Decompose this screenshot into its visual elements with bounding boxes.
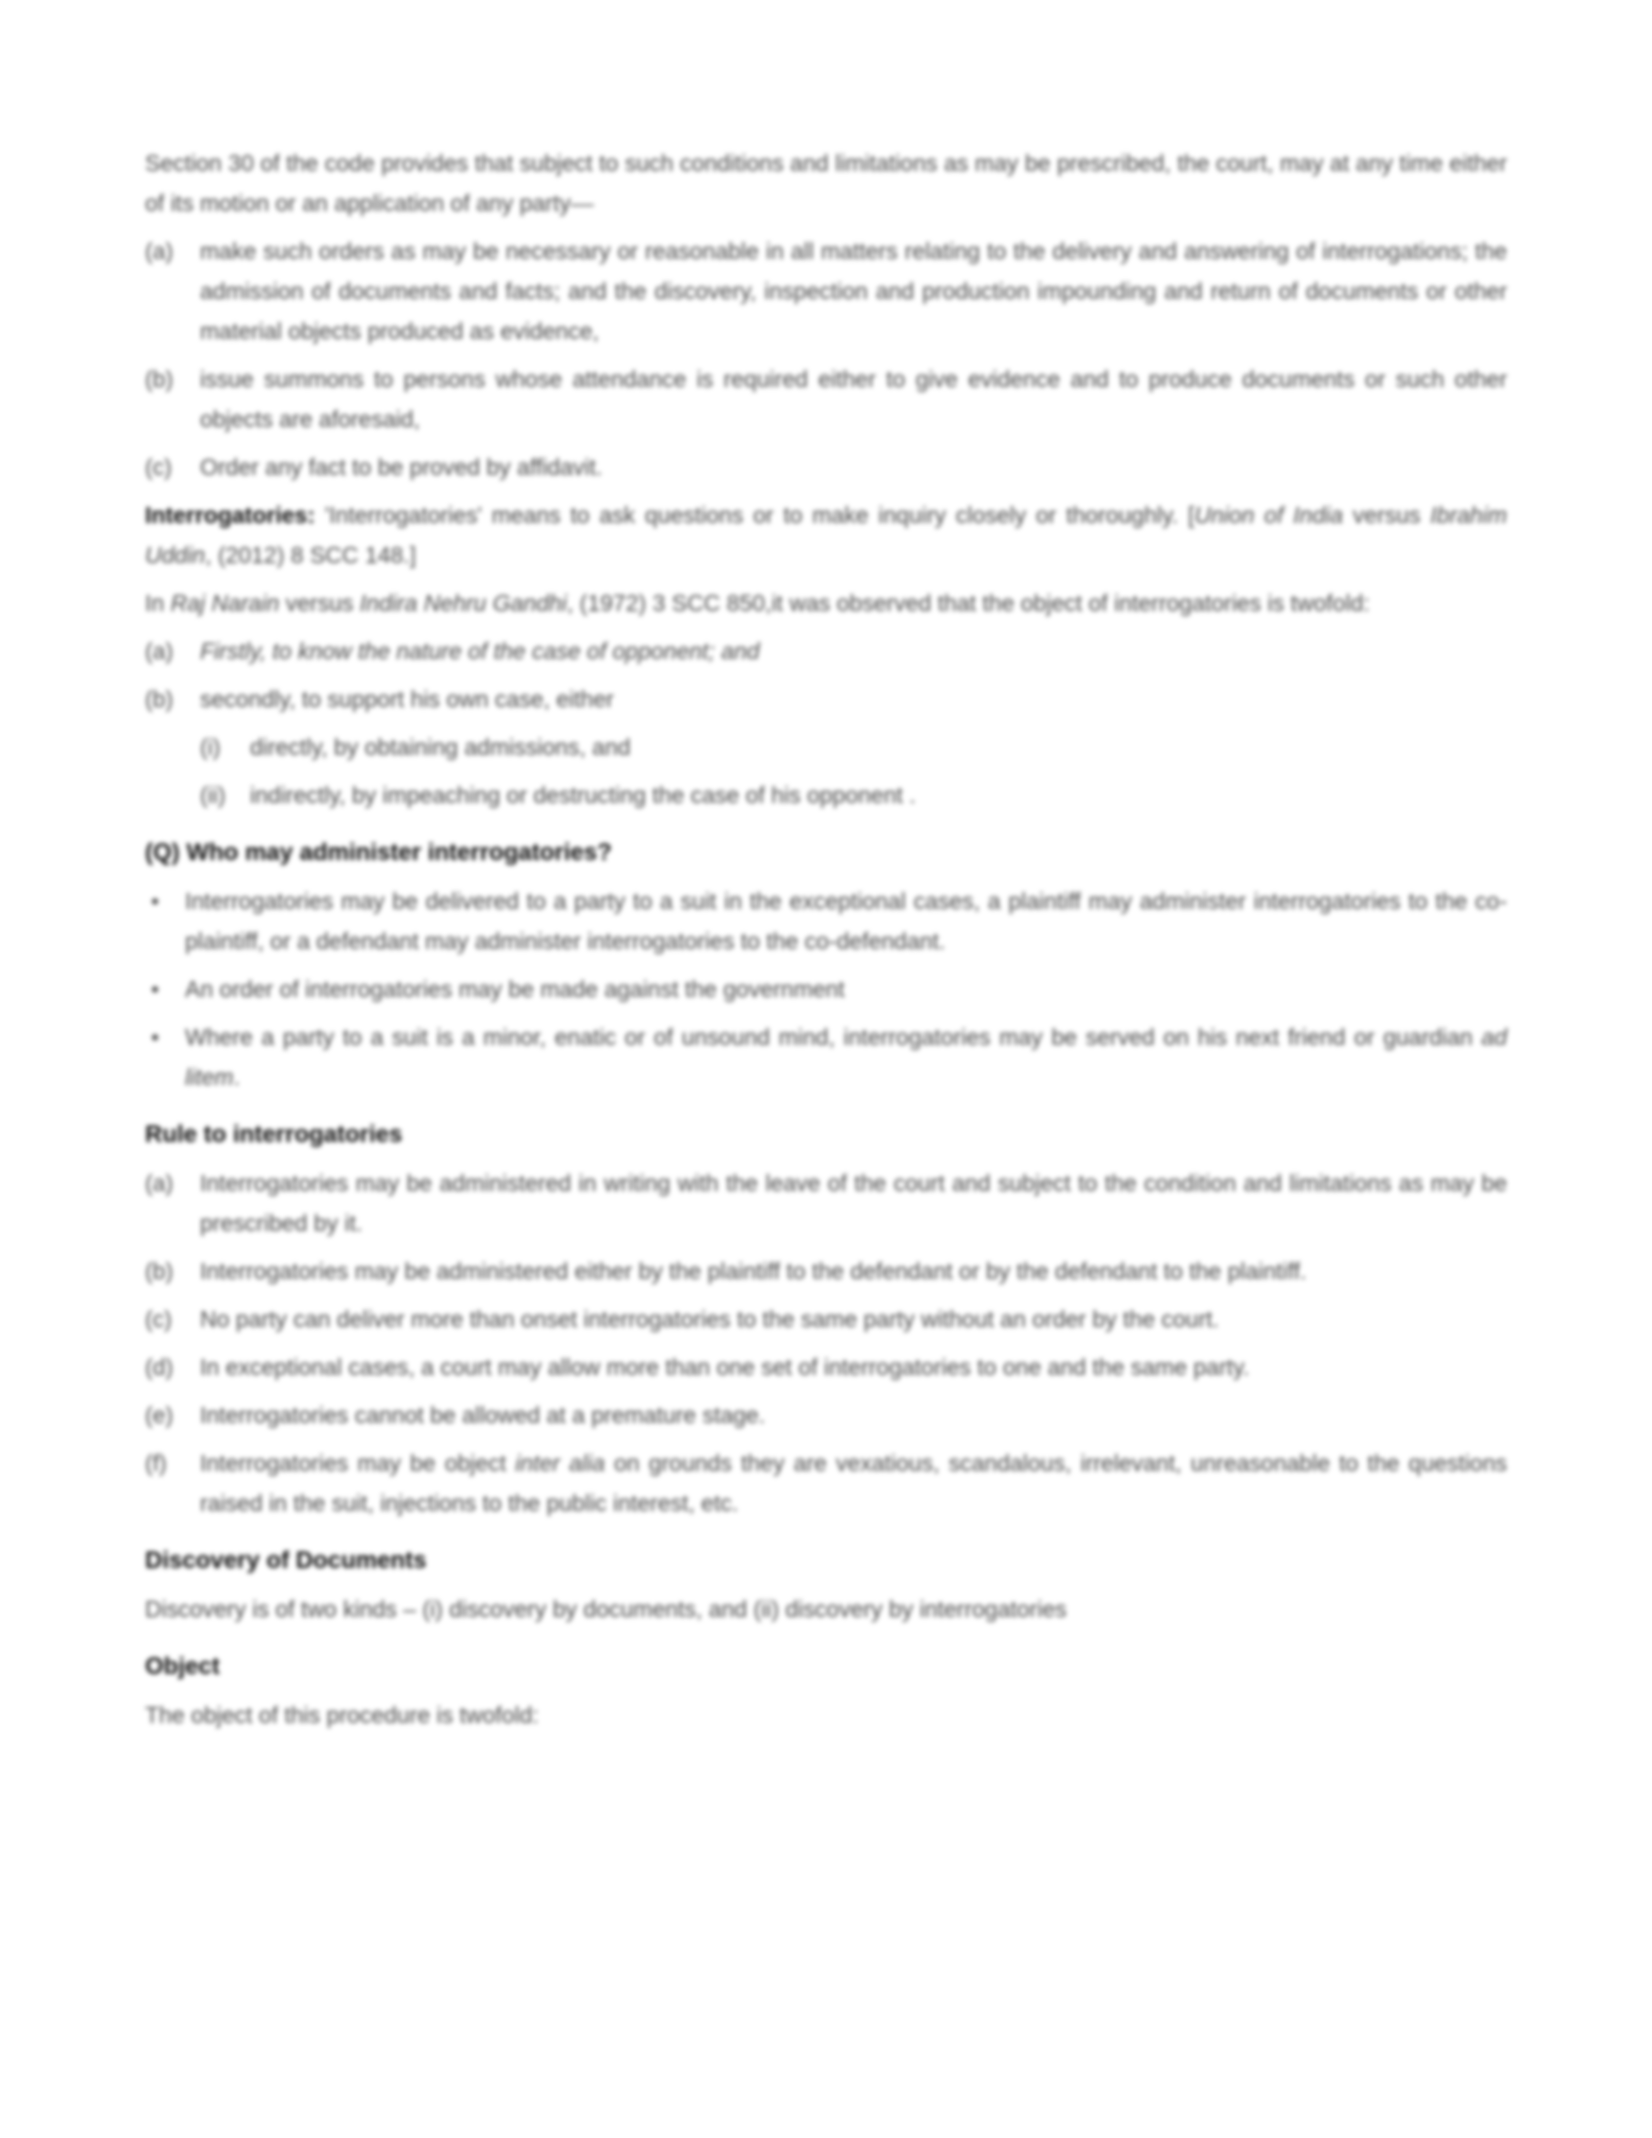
list-text: directly, by obtaining admissions, and (250, 734, 631, 760)
list-item (145, 1395, 1507, 1435)
case-name: Ibrahim Uddin (145, 502, 1507, 568)
list-item (145, 447, 1507, 487)
case-name: Raj Narain (170, 590, 280, 616)
who-may-heading: (Q) Who may administer interrogatories? (145, 839, 612, 866)
bullet-item (145, 969, 1507, 1009)
list-marker: (b) (145, 366, 174, 392)
list-item (145, 359, 1507, 439)
list-marker: (i) (200, 734, 221, 760)
list-item (145, 679, 1507, 719)
list-text: issue summons to persons whose attendance is required either to give evidence and to produce documents or such other objects are aforesaid, (200, 366, 1507, 432)
list-item (145, 1163, 1507, 1243)
list-text-a: Interrogatories may be object (200, 1450, 516, 1476)
list-marker: (d) (145, 1354, 174, 1380)
list-text: Order any fact to be proved by affidavit. (200, 454, 603, 480)
case-name: Union of India (1194, 502, 1344, 528)
list-marker: (c) (145, 454, 172, 480)
list-text: Interrogatories may be administered either by the plaintiff to the defendant or by the defendant to the plaintiff. (200, 1258, 1307, 1284)
list-marker: (a) (145, 1170, 174, 1196)
list-marker: (ii) (200, 782, 226, 808)
list-text: Interrogatories cannot be allowed at a premature stage. (200, 1402, 766, 1428)
list-text-b: on grounds they are vexatious, scandalous, irrelevant, unreasonable to the questions raised in the suit, injections to the public interest, etc. (200, 1450, 1507, 1516)
discovery-heading: Discovery of Documents (145, 1547, 427, 1574)
prefix-text: In (145, 590, 171, 616)
object-text: The object of this procedure is twofold: (145, 1702, 539, 1728)
bullet-icon: • (151, 888, 160, 914)
list-item (145, 1347, 1507, 1387)
italic-text: inter alia (515, 1450, 605, 1476)
bullet-icon: • (151, 1024, 160, 1050)
case-name: Indira Nehru Gandhi (359, 590, 567, 616)
versus-text: versus (279, 590, 360, 616)
list-marker: (c) (145, 1306, 172, 1332)
list-marker: (f) (145, 1450, 167, 1476)
list-text: No party can deliver more than onset interrogatories to the same party without an order by the court. (200, 1306, 1219, 1332)
discovery-text: Discovery is of two kinds – (i) discovery by documents, and (ii) discovery by interrogatories (145, 1596, 1067, 1622)
list-marker: (a) (145, 638, 174, 664)
interrogatories-definition (145, 495, 1507, 575)
list-item (145, 231, 1507, 351)
list-marker: (a) (145, 238, 174, 264)
list-marker: (b) (145, 1258, 174, 1284)
list-item (145, 1443, 1507, 1523)
raj-narain-paragraph (145, 583, 1507, 623)
italic-text: ad litem (185, 1024, 1507, 1090)
list-text (200, 631, 1507, 671)
citation-text: , (1972) 3 SCC 850,it was observed that the object of interrogatories is twofold: (566, 590, 1370, 616)
italic-text: Firstly, to know the nature of the case of opponent; and (200, 638, 760, 664)
list-text (200, 1443, 1507, 1523)
bullet-text (185, 1017, 1507, 1097)
citation-text: , (2012) 8 SCC 148.] (205, 542, 417, 568)
sub-list-item (145, 775, 1507, 815)
bullet-text: Interrogatories may be delivered to a party to a suit in the exceptional cases, a plaintiff may administer interrogatories to the co-plaintiff, or a defendant may administer interrogatories to the co-defendant. (185, 888, 1507, 954)
bullet-item (145, 881, 1507, 961)
object-heading: Object (145, 1653, 220, 1680)
bullet-item (145, 1017, 1507, 1097)
list-item (145, 1251, 1507, 1291)
definition-text: 'Interrogatories' means to ask questions or to make inquiry closely or thoroughly. [ (314, 502, 1195, 528)
bullet-text: An order of interrogatories may be made against the government (185, 976, 845, 1002)
list-item (145, 631, 1507, 671)
bullet-text-main: Where a party to a suit is a minor, enatic or of unsound mind, interrogatories may be served on his next friend or guardian (185, 1024, 1482, 1050)
list-marker: (b) (145, 686, 174, 712)
list-item (145, 1299, 1507, 1339)
section30-intro: Section 30 of the code provides that subject to such conditions and limitations as may be prescribed, the court, may at any time either of its motion or an application of any party— (145, 150, 1507, 216)
list-text: indirectly, by impeaching or destructing the case of his opponent . (250, 782, 916, 808)
bullet-icon: • (151, 976, 160, 1002)
list-marker: (e) (145, 1402, 174, 1428)
sub-list-item (145, 727, 1507, 767)
bullet-text-end: . (233, 1064, 240, 1090)
list-text: secondly, to support his own case, either (200, 686, 614, 712)
interrogatories-label: Interrogatories: (145, 502, 315, 528)
rule-heading: Rule to interrogatories (145, 1121, 403, 1148)
list-text: make such orders as may be necessary or reasonable in all matters relating to the delivery and answering of interrogations; the admission of documents and facts; and the discovery, inspection and production impounding and return of documents or other material objects produced as evidence, (200, 238, 1507, 344)
list-text: Interrogatories may be administered in writing with the leave of the court and subject to the condition and limitations as may be prescribed by it. (200, 1170, 1507, 1236)
list-text: In exceptional cases, a court may allow more than one set of interrogatories to one and the same party. (200, 1354, 1250, 1380)
versus-text: versus (1343, 502, 1431, 528)
